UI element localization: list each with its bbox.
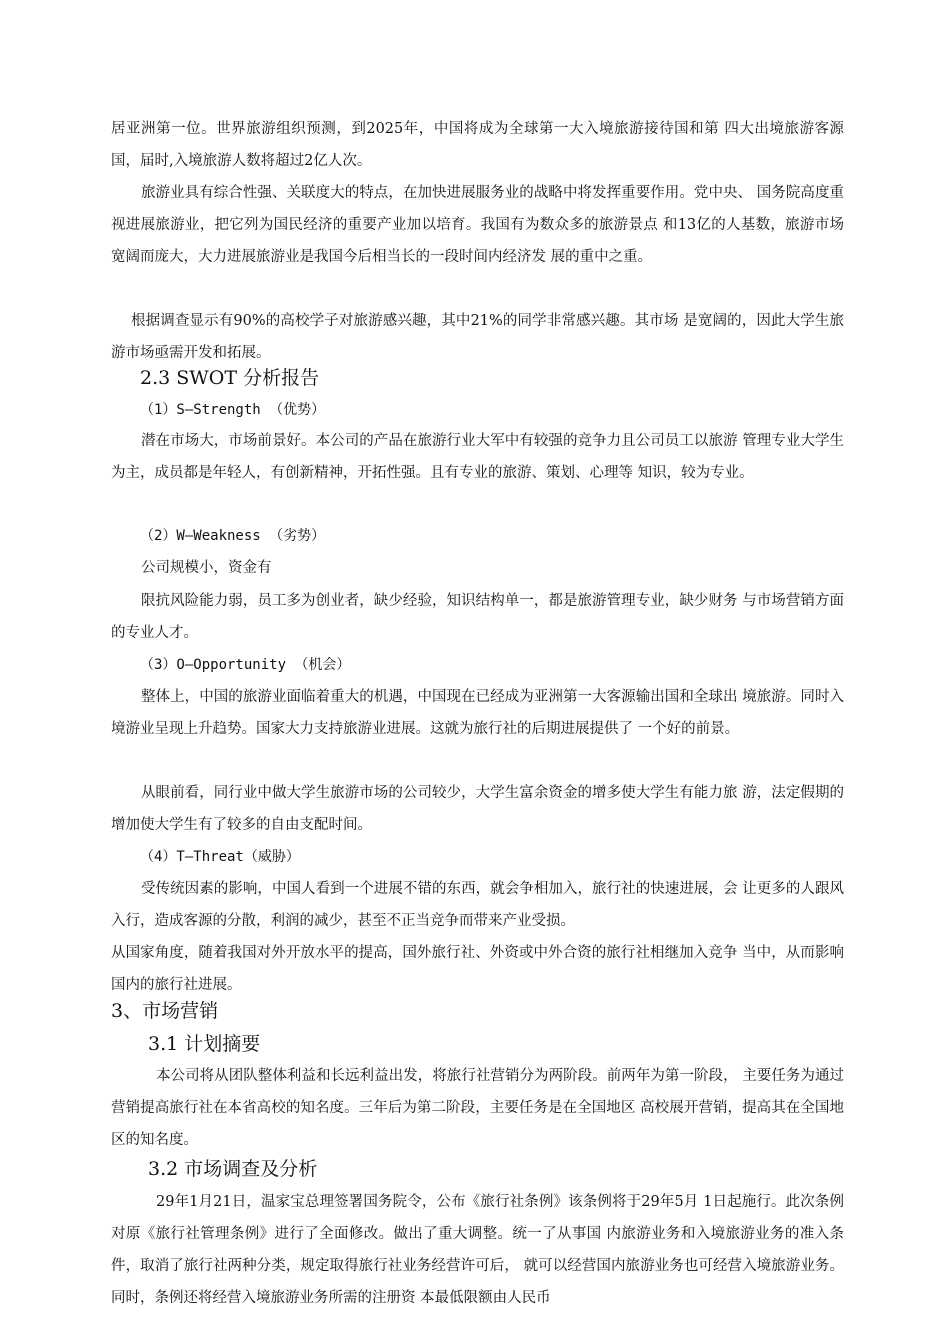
paragraph-survey: 根据调查显示有90%的高校学子对旅游感兴趣，其中21%的同学非常感兴趣。其市场 是宽阔的，因此大学生旅游市场亟需开发和拓展。 [111,313,844,361]
paragraph-opportunity-1: 整体上，中国的旅游业面临着重大的机遇，中国现在已经成为亚洲第一大客源输出国和全球出 境旅游。同时入境游业呈现上升趋势。国家大力支持旅游业进展。这就为旅行社的后期进展提供了 一个好的前景。 [111,689,844,737]
swot-weakness-label: （2）W—Weakness （劣势） [140,528,326,544]
paragraph-tourism-industry: 旅游业具有综合性强、关联度大的特点，在加快进展服务业的战略中将发挥重要作用。党中央、 国务院高度重视进展旅游业，把它列为国民经济的重要产业加以培育。我国有为数众多的旅游景点 和13亿的人基数，旅游市场宽阔而庞大，大力进展旅游业是我国今后相当长的一段时间内经济发 展的重中之重。 [111,185,844,265]
heading-market-research: 3.2 市场调查及分析 [148,1158,318,1180]
heading-marketing: 3、市场营销 [111,1000,219,1022]
paragraph-plan-summary: 本公司将从团队整体利益和长远利益出发，将旅行社营销分为两阶段。前两年为第一阶段， 主要任务为通过营销提高旅行社在本省高校的知名度。三年后为第二阶段，主要任务是在全国地区 高校展开营销，提高其在全国地区的知名度。 [111,1068,844,1148]
paragraph-strength: 潜在市场大，市场前景好。本公司的产品在旅游行业大军中有较强的竞争力且公司员工以旅游 管理专业大学生为主，成员都是年轻人，有创新精神，开拓性强。且有专业的旅游、策划、心理等 知识，较为专业。 [111,433,844,481]
paragraph-threat-1: 受传统因素的影响，中国人看到一个进展不错的东西，就会争相加入，旅行社的快速进展，会 让更多的人跟风入行，造成客源的分散，利润的减少，甚至不正当竞争而带来产业受损。 [111,881,844,929]
paragraph-tourism-forecast: 居亚洲第一位。世界旅游组织预测，到2025年，中国将成为全球第一大入境旅游接待国和第 四大出境旅游客源国，届时,入境旅游人数将超过2亿人次。 [111,121,844,169]
swot-strength-label: （1）S—Strength （优势） [140,402,326,418]
paragraph-opportunity-2: 从眼前看，同行业中做大学生旅游市场的公司较少，大学生富余资金的增多使大学生有能力旅 游，法定假期的增加使大学生有了较多的自由支配时间。 [111,785,844,833]
swot-threat-label: （4）T—Threat（威胁） [140,849,300,865]
heading-swot: 2.3 SWOT 分析报告 [140,367,320,389]
paragraph-threat-2: 从国家角度，随着我国对外开放水平的提高，国外旅行社、外资或中外合资的旅行社相继加入竞争 当中，从而影响国内的旅行社进展。 [111,945,844,993]
swot-opportunity-label: （3）O—Opportunity （机会） [140,657,351,673]
paragraph-weakness-1: 公司规模小，资金有 [141,560,272,576]
paragraph-weakness-2: 限抗风险能力弱，员工多为创业者，缺少经验，知识结构单一，都是旅游管理专业，缺少财务 与市场营销方面的专业人才。 [111,593,844,641]
heading-plan-summary: 3.1 计划摘要 [148,1033,261,1055]
paragraph-market-research: 29年1月21日，温家宝总理签署国务院令，公布《旅行社条例》该条例将于29年5月 1日起施行。此次条例对原《旅行社管理条例》进行了全面修改。做出了重大调整。统一了从事国 内旅游业务和入境旅游业务的准入条件，取消了旅行社两种分类，规定取得旅行社业务经营许可后， 就可以经营国内旅游业务也可经营入境旅游业务。同时，条例还将经营入境旅游业务所需的注册资 本最低限额由人民币 [111,1194,844,1306]
